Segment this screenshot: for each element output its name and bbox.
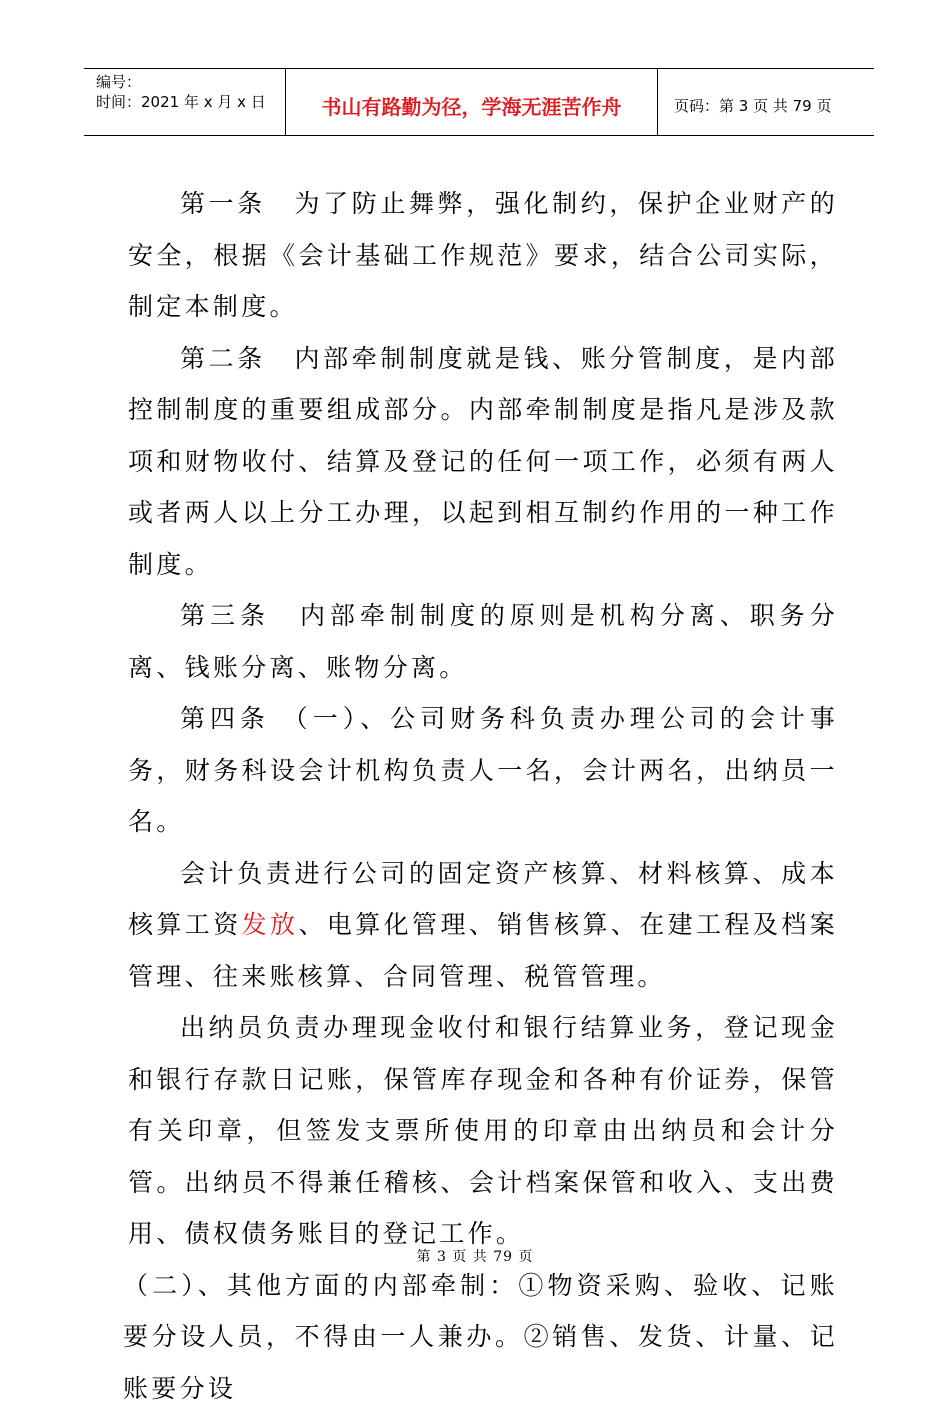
accountant-duties [128,848,838,1003]
header-motto: 书山有路勤为径，学海无涯苦作舟 [286,69,658,135]
article-2: 第二条 内部牵制制度就是钱、账分管制度，是内部控制制度的重要组成部分。内部牵制制度是指凡是涉及款项和财物收付、结算及登记的任何一项工作，必须有两人或者两人以上分工办理，以起到相互制约作用的一种工作制度。 [128,333,838,591]
page-footer: 第 3 页 共 79 页 [0,1246,950,1266]
article-1: 第一条 为了防止舞弊，强化制约，保护企业财产的安全，根据《会计基础工作规范》要求，结合公司实际，制定本制度。 [128,178,838,333]
document-body [128,178,838,1414]
document-date: 时间：2021 年 x 月 x 日 [96,92,285,112]
highlighted-word: 发放 [242,910,299,939]
other-internal-control: （二）、其他方面的内部牵制：①物资采购、验收、记账要分设人员，不得由一人兼办。②销售、发货、计量、记账要分设 [123,1260,838,1414]
accountant-duties-text-a: 会计负责进行公司的固定资产核算、材料核算、成本核算工资 [128,859,838,940]
accountant-duties-text-b: 、电算化管理、销售核算、在建工程及档案管理、往来账核算、合同管理、税管管理。 [128,910,838,991]
document-number-label: 编号： [96,72,285,92]
header-meta [84,69,286,135]
cashier-duties: 出纳员负责办理现金收付和银行结算业务，登记现金和银行存款日记账，保管库存现金和各种有价证券，保管有关印章，但签发支票所使用的印章由出纳员和会计分管。出纳员不得兼任稽核、会计档案保管和收入、支出费用、债权债务账目的登记工作。 [128,1002,838,1260]
header-page-info: 页码：第 3 页 共 79 页 [658,69,874,135]
page-header [84,68,874,136]
article-4: 第四条 （一）、公司财务科负责办理公司的会计事务，财务科设会计机构负责人一名，会计两名，出纳员一名。 [128,693,838,848]
article-3: 第三条 内部牵制制度的原则是机构分离、职务分离、钱账分离、账物分离。 [128,590,838,693]
